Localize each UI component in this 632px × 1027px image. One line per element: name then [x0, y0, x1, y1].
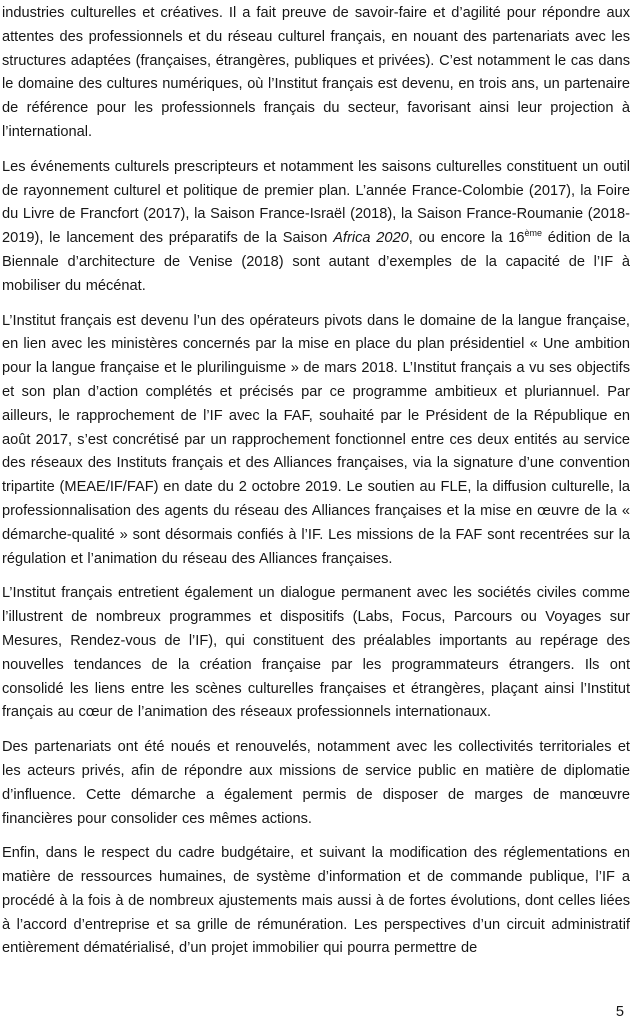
page-number: 5: [615, 1004, 624, 1020]
paragraph-4: [2, 582, 630, 725]
paragraph-3: [2, 310, 630, 572]
paragraph-6: [2, 842, 630, 961]
text-run: édition de la Biennale d’architecture de Venise (2018) sont autant d’exemples de la capacité de l’IF à mobiliser du mécénat.: [2, 230, 631, 294]
text-run: Des partenariats ont été noués et renouvelés, notamment avec les collectivités territoriales et les acteurs privés, afin de répondre aux missions de service public en matière de diplomatie d’influence. Cette démarche a également permis de disposer de marges de manœuvre financières pour consolider ces mêmes actions.: [2, 739, 630, 827]
text-run: , ou encore la 16: [408, 230, 525, 247]
text-run-italic: Africa 2020: [333, 230, 409, 247]
text-run: industries culturelles et créatives. Il a fait preuve de savoir-faire et d’agilité pour répondre aux attentes des professionnels et du réseau culturel français, en nouant des partenariats avec les structures adaptées (françaises, étrangères, publiques et privées). C’est notamment le cas dans le domaine des cultures numériques, où l’Institut français est devenu, en trois ans, un partenaire de référence pour les professionnels français du secteur, favorisant ainsi leur projection à l’international.: [2, 5, 630, 140]
text-run: L’Institut français entretient également un dialogue permanent avec les sociétés civiles comme l’illustrent de nombreux programmes et dispositifs (Labs, Focus, Parcours ou Voyages sur Mesures, Rendez-vous de l’IF), qui constituent des préalables importants au repérage des nouvelles tendances de la création française par les programmateurs étrangers. Ils ont consolidé les liens entre les scènes culturelles françaises et étrangères, plaçant ainsi l’Institut français au cœur de l’animation des réseaux professionnels internationaux.: [2, 585, 630, 721]
paragraph-5: [2, 736, 630, 831]
page-body-text: [2, 2, 630, 961]
paragraph-1: [2, 2, 630, 145]
text-run-superscript: ème: [524, 228, 542, 239]
text-run: Enfin, dans le respect du cadre budgétaire, et suivant la modification des réglementations en matière de ressources humaines, de système d’information et de commande publique, l’IF a procédé à la fois à de nombreux ajustements mais aussi à de fortes évolutions, dont celles liées à l’accord d’entreprise et sa grille de rémunération. Les perspectives d’un circuit administratif entièrement dématérialisé, d’un projet immobilier qui pourra permettre de: [2, 845, 630, 957]
text-run: Les événements culturels prescripteurs et notamment les saisons culturelles constituent un outil de rayonnement culturel et politique de premier plan. L’année France-Colombie (2017), la Foire du Livre de Francfort (2017), la Saison France-Israël (2018), la Saison France-Roumanie (2018-2019), le lancement des préparatifs de la Saison: [2, 158, 630, 247]
text-run: L’Institut français est devenu l’un des opérateurs pivots dans le domaine de la langue française, en lien avec les ministères concernés par la mise en place du plan présidentiel « Une ambition pour la langue française et le plurilinguisme » de mars 2018. L’Institut français a vu ses objectifs et son plan d’action complétés et précisés par ce programme ambitieux et pluriannuel. Par ailleurs, le rapprochement de l’IF avec la FAF, souhaité par le Président de la République en août 2017, s’est concrétisé par un rapprochement fonctionnel entre ces deux entités au service des réseaux des Instituts français et des Alliances françaises, via la signature d’une convention tripartite (MEAE/IF/FAF) en date du 2 octobre 2019. Le soutien au FLE, la diffusion culturelle, la professionnalisation des agents du réseau des Alliances françaises et la mise en œuvre de la « démarche-qualité » sont désormais confiés à l’IF. Les missions de la FAF sont recentrées sur la régulation et l’animation du réseau des Alliances françaises.: [2, 312, 630, 567]
paragraph-2: [2, 156, 630, 299]
